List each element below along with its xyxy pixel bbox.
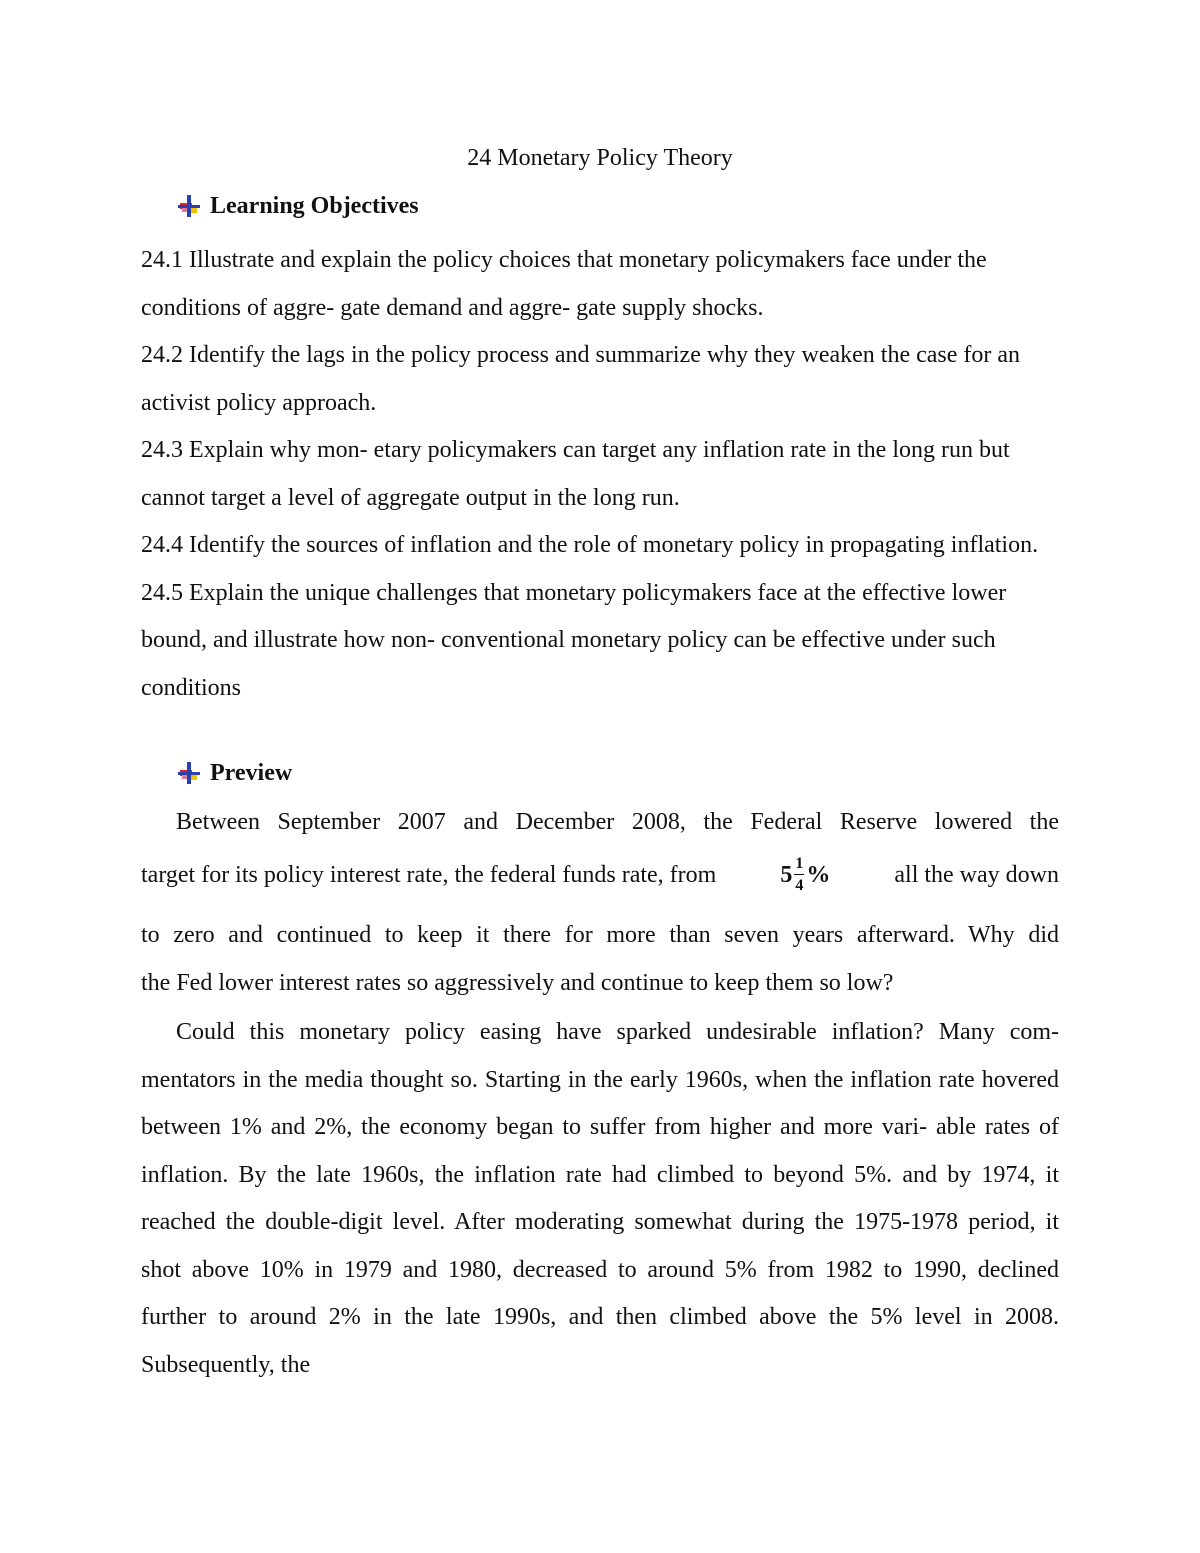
objective-item: 24.5 Explain the unique challenges that monetary policymakers face at the effective lower bound, and illustrate how non- conventional monetary policy can be effective under such conditions xyxy=(141,579,1007,701)
page-title: 24 Monetary Policy Theory xyxy=(467,145,733,171)
fraction-suffix: % xyxy=(806,862,831,888)
objective-item: 24.4 Identify the sources of inflation and the role of monetary policy in propagating inflation. xyxy=(141,532,1039,558)
fraction-expression xyxy=(780,839,830,911)
paragraph-line-with-fraction xyxy=(141,839,1059,911)
fraction xyxy=(794,856,804,894)
preview-paragraph-1 xyxy=(141,805,1059,1007)
heading-label: Preview xyxy=(210,760,293,786)
push-pin-icon xyxy=(174,760,202,786)
objective-item: 24.2 Identify the lags in the policy process and summarize why they weaken the case for an activist policy approach. xyxy=(141,342,1021,416)
fraction-numerator: 1 xyxy=(794,856,804,875)
objective-item: 24.1 Illustrate and explain the policy choices that monetary policymakers face under the conditions of aggre- gate demand and aggre- gate supply shocks. xyxy=(141,247,987,321)
push-pin-icon xyxy=(174,193,202,219)
preview-paragraph-2 xyxy=(141,1009,1059,1389)
objectives-list xyxy=(141,237,1059,712)
heading-label: Learning Objectives xyxy=(210,193,419,219)
paragraph-line: the Fed lower interest rates so aggressively and continue to keep them so low? xyxy=(141,970,894,996)
paragraph-text: Could this monetary policy easing have sparked undesirable inflation? Many com- mentators in the media thought so. Starting in the early 1960s, when the inflation rate hovered between 1% and 2%, the economy began to suffer from higher and more vari- able rates of inflation. By the late 1960s, the inflation rate had climbed to beyond 5%. and by 1974, it reached the double-digit level. After moderating somewhat during the 1975-1978 period, it shot above 10% in 1979 and 1980, decreased to around 5% from 1982 to 1990, declined further to around 2% in the late 1990s, and then climbed above the 5% level in 2008. Subsequently, the xyxy=(141,1019,1059,1378)
paragraph-text: target for its policy interest rate, the federal funds rate, from xyxy=(141,862,717,888)
paragraph-line: Between September 2007 and December 2008, the Federal Reserve lowered the xyxy=(176,809,1059,835)
paragraph-line: to zero and continued to keep it there for more than seven years afterward. Why did xyxy=(141,922,1059,948)
objective-item: 24.3 Explain why mon- etary policymakers can target any inflation rate in the long run but cannot target a level of aggregate output in the long run. xyxy=(141,437,1010,511)
learning-objectives-heading xyxy=(174,190,419,222)
fraction-whole: 5 xyxy=(780,862,793,888)
fraction-denominator: 4 xyxy=(795,877,804,894)
paragraph-text: all the way down xyxy=(894,862,1059,888)
preview-heading xyxy=(174,757,292,789)
